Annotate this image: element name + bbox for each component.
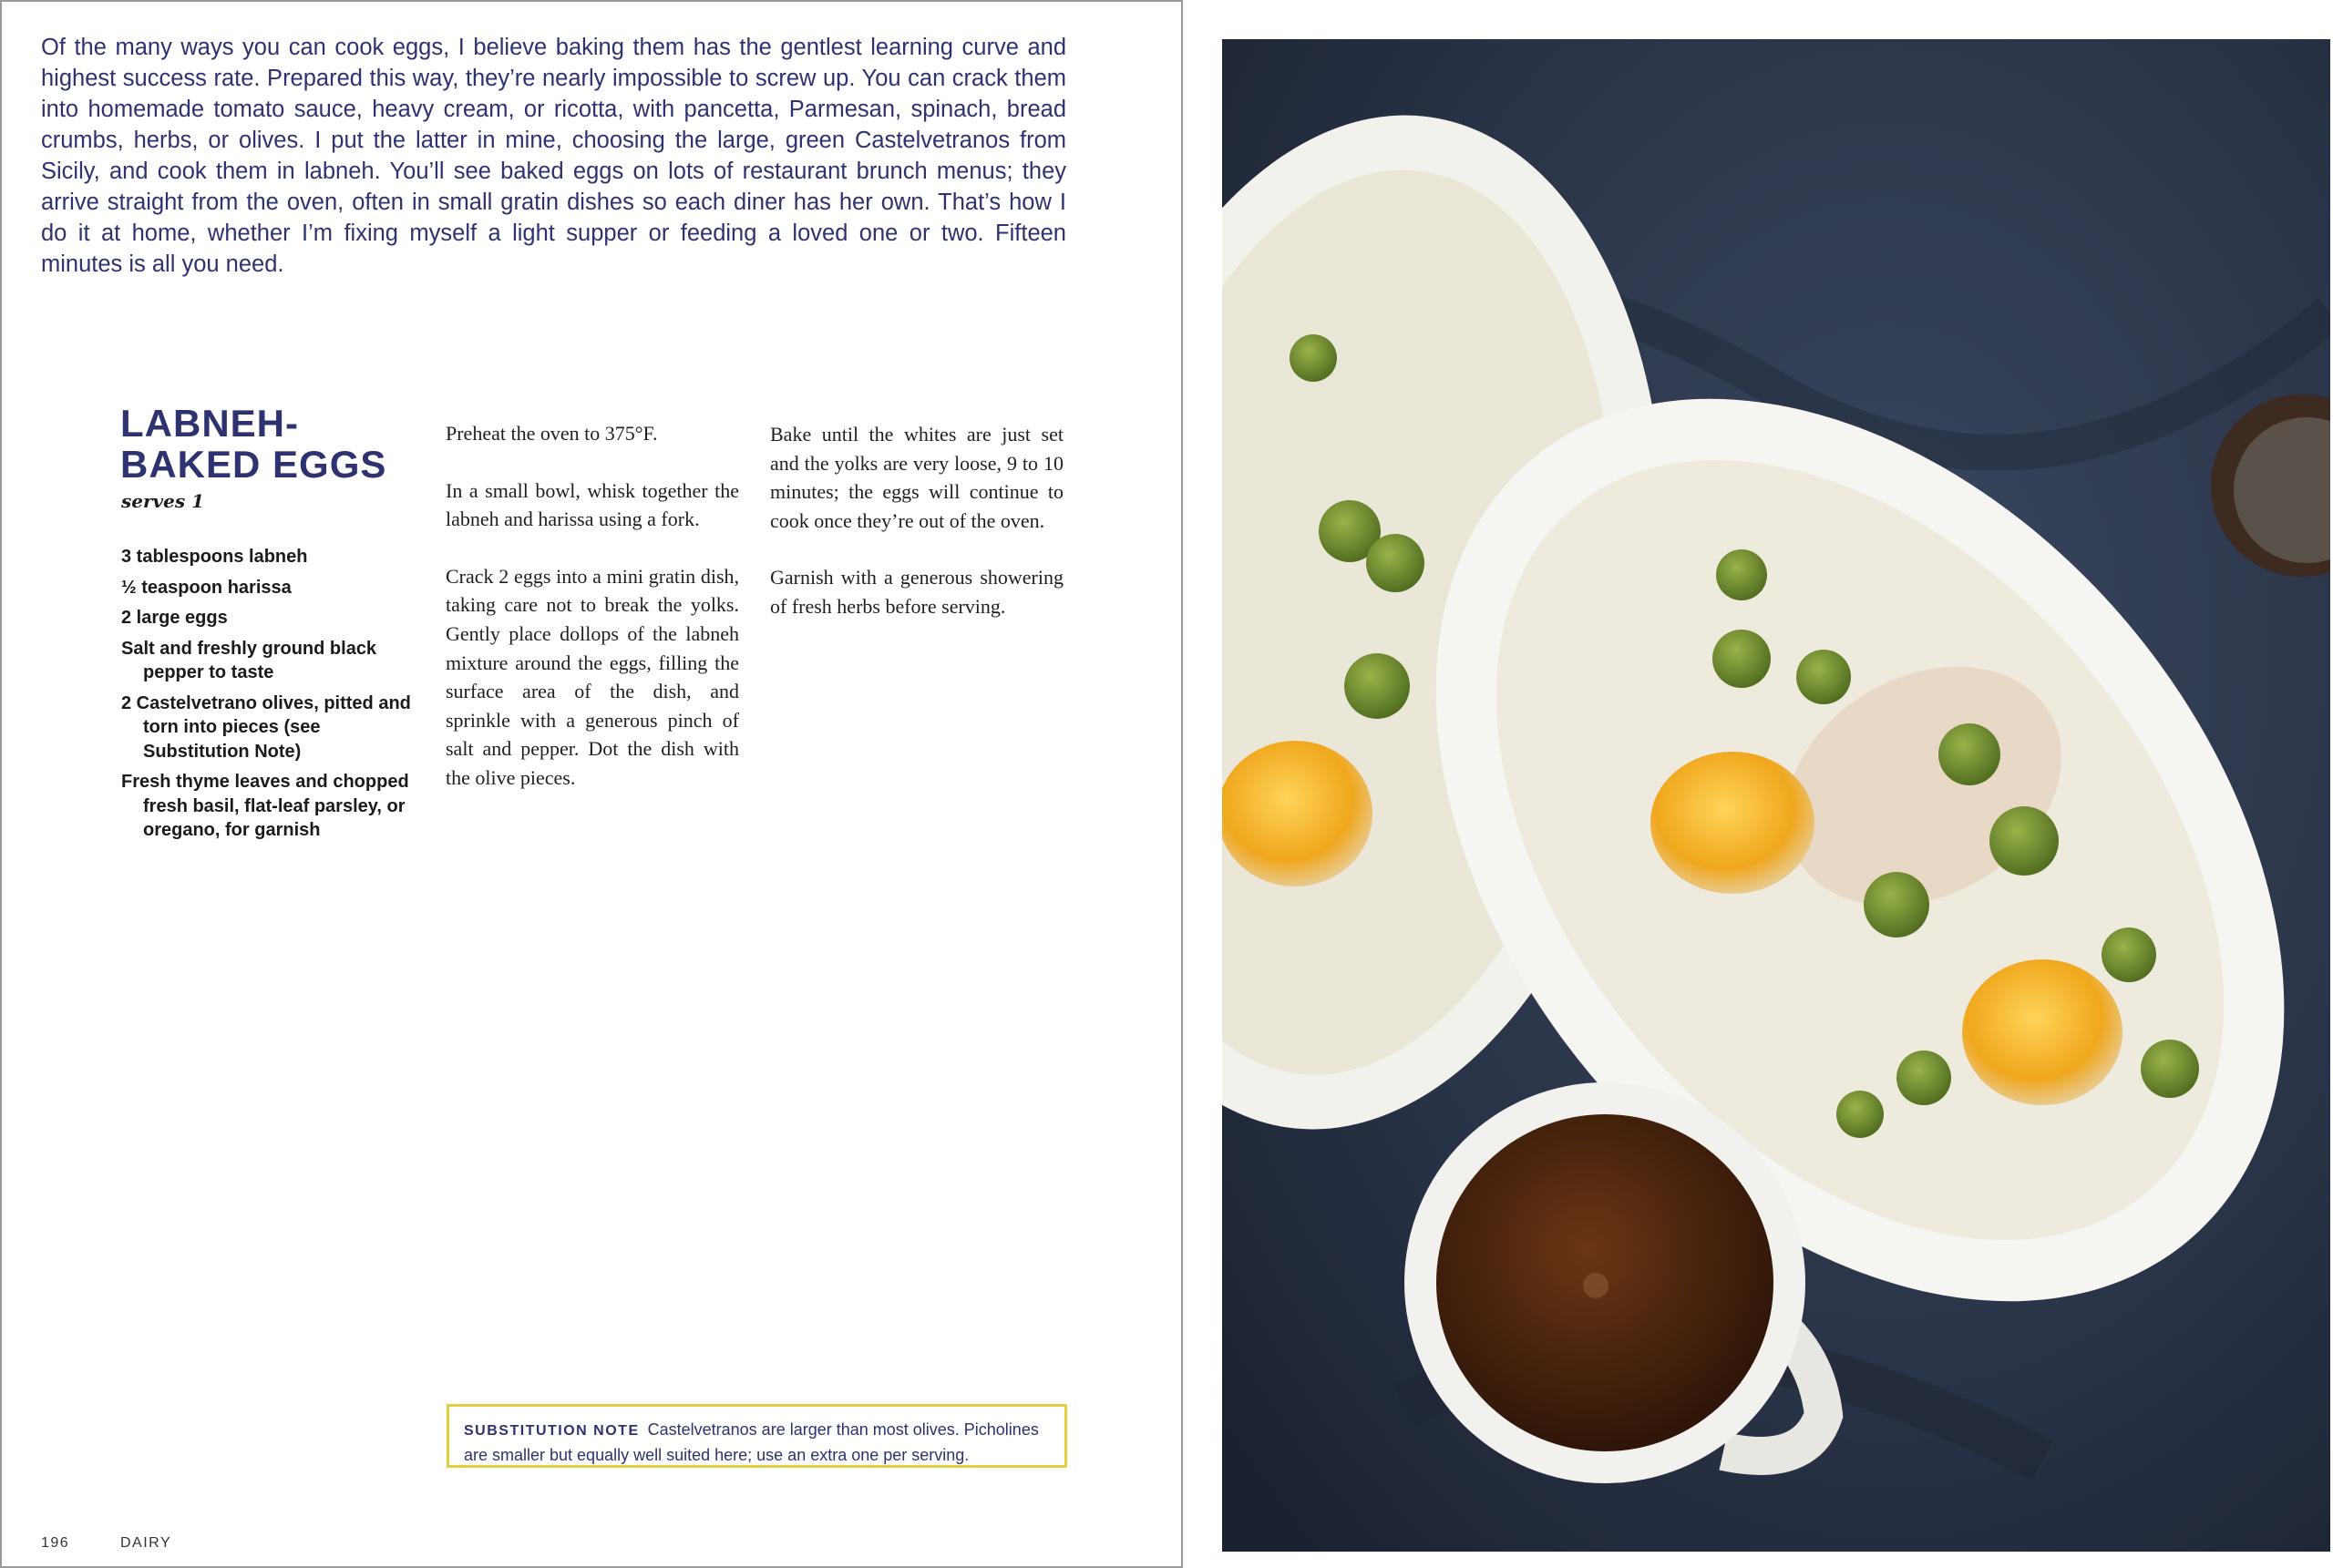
recipe-title-line-2: BAKED EGGS (120, 443, 387, 486)
method-column-2 (770, 420, 1064, 650)
method-column-1 (446, 419, 739, 821)
ingredient-item: Fresh thyme leaves and chopped fresh basil, flat-leaf parsley, or oregano, for garnish (121, 772, 409, 840)
baked-eggs-illustration (1222, 39, 2330, 1552)
method-step: Crack 2 eggs into a mini gratin dish, taking care not to break the yolks. Gently place dollops of the labneh mixture around the eggs, filling the surface area of the dish, and sprinkle with a generous pinch of salt and pepper. Dot the dish with the olive pieces. (446, 564, 739, 789)
ingredient-item: 2 large eggs (121, 608, 228, 628)
recipe-title (120, 403, 421, 485)
method-step: Preheat the oven to 375°F. (446, 422, 658, 445)
ingredient-item: 2 Castelvetrano olives, pitted and torn into pieces (see Substitution Note) (121, 692, 411, 762)
section-name: DAIRY (120, 1535, 172, 1551)
baked-eggs-photo (1222, 39, 2330, 1552)
recipe-yield: serves 1 (121, 490, 205, 512)
method-step: Bake until the whites are just set and the yolks are very loose, 9 to 10 minutes; the eggs will continue to cook once they’re out of the oven. (770, 423, 1064, 532)
substitution-note-box (447, 1404, 1067, 1468)
ingredient-list (121, 545, 422, 849)
recipe-title-line-1: LABNEH- (120, 402, 299, 445)
intro-paragraph: Of the many ways you can cook eggs, I believe baking them has the gentlest learning curve and highest success rate. Prepared this way, they’re nearly impossible to screw up. You can crack them into homemade tomato sauce, heavy cream, or ricotta, with pancetta, Parmesan, spinach, bread crumbs, herbs, or olives. I put the latter in mine, choosing the large, green Castelvetranos from Sicily, and cook them in labneh. You’ll see baked eggs on lots of restaurant brunch menus; they arrive straight from the oven, often in small gratin dishes so each diner has her own. That’s how I do it at home, whether I’m fixing myself a light supper or feeding a loved one or two. Fifteen minutes is all you need. (41, 35, 1066, 277)
method-step: In a small bowl, whisk together the labneh and harissa using a fork. (446, 478, 739, 531)
method-step: Garnish with a generous showering of fresh herbs before serving. (770, 566, 1064, 618)
substitution-note-text: Castelvetranos are larger than most olives. Picholines are smaller but equally well suited here; use an extra one per serving. (464, 1420, 1039, 1464)
ingredient-item: Salt and freshly ground black pepper to taste (121, 638, 377, 682)
substitution-note-label: SUBSTITUTION NOTE (464, 1423, 640, 1439)
ingredient-item: 3 tablespoons labneh (121, 547, 308, 567)
ingredient-item: ½ teaspoon harissa (121, 577, 292, 598)
page-number: 196 (41, 1535, 70, 1551)
